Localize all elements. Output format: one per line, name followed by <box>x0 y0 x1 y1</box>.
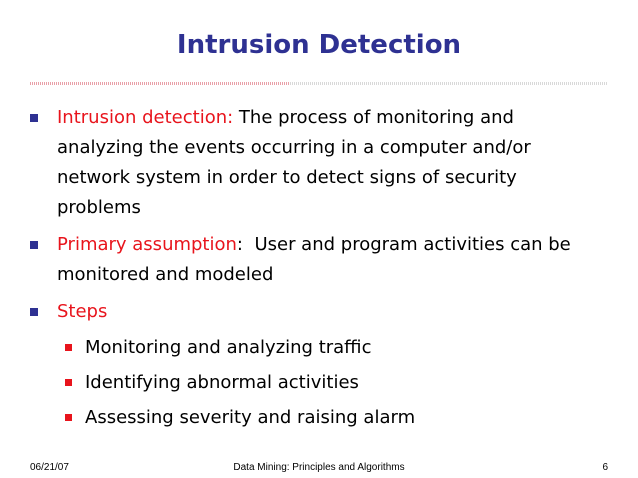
bullet-primary-assumption-line-1: Primary assumption: User and program activities can be <box>57 234 571 255</box>
bullet-intrusion-detection-line-1 <box>57 103 617 133</box>
footer-page-number: 6 <box>602 462 608 473</box>
term-intrusion-detection: Intrusion detection: <box>57 107 234 128</box>
footer-date: 06/21/07 <box>30 462 69 473</box>
sub-bullet-square-icon <box>65 379 72 386</box>
bullet-square-icon <box>30 241 38 249</box>
sub-bullet-square-icon <box>65 414 72 421</box>
slide-title: Intrusion Detection <box>176 30 462 60</box>
assumption-text: User and program activities can be <box>254 234 571 255</box>
bullet-intrusion-detection-line-4: problems <box>57 197 141 218</box>
bullet-square-icon <box>30 308 38 316</box>
definition-text: The process of monitoring and <box>238 107 514 128</box>
sub-bullet-square-icon <box>65 344 72 351</box>
bullet-square-icon <box>30 114 38 122</box>
term-steps: Steps <box>57 301 108 322</box>
step-item: Assessing severity and raising alarm <box>85 407 416 428</box>
footer-title: Data Mining: Principles and Algorithms <box>233 462 405 473</box>
step-item: Monitoring and analyzing traffic <box>85 337 372 358</box>
step-item: Identifying abnormal activities <box>85 372 359 393</box>
term-primary-assumption: Primary assumption <box>57 234 237 255</box>
bullet-steps <box>57 297 617 327</box>
bullet-primary-assumption-line-2: monitored and modeled <box>57 264 274 285</box>
bullet-intrusion-detection-line-2: analyzing the events occurring in a computer and/or <box>57 137 531 158</box>
title-divider <box>30 82 608 85</box>
bullet-intrusion-detection-line-3: network system in order to detect signs of security <box>57 167 517 188</box>
